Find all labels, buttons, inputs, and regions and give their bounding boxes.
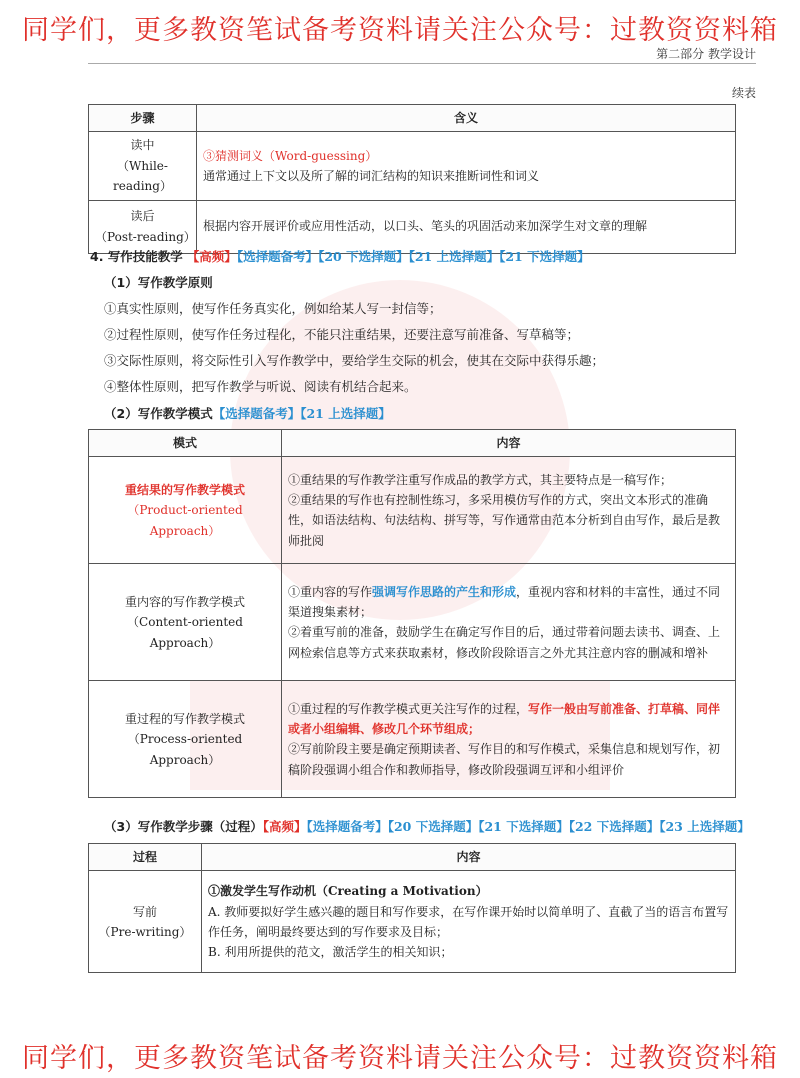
table-header: 步骤 [89,105,197,132]
tag-badge: 【21 下选择题】 [478,819,569,834]
tag-badge: 【20 下选择题】 [318,249,409,264]
promo-banner-top: 同学们，更多教资笔试备考资料请关注公众号：过教资资料箱 [22,15,778,46]
reading-steps-table [88,104,736,254]
table-row [89,132,736,200]
tag-badge: 【21 上选择题】 [300,406,391,421]
table-row [89,871,736,973]
modes-heading: （2）写作教学模式 [104,406,213,421]
tag-badge: 【高频】 [262,819,307,834]
step-name-en: （While-reading） [113,158,172,194]
tag-badge: 【选择题备考】 [212,406,301,421]
item-text: 通常通过上下文以及所了解的词汇结构的知识来推断词性和词义 [203,168,540,183]
mode-point: ②写前阶段主要是确定预期读者、写作目的和写作模式，采集信息和规划写作，初稿阶段强调小组合作和教师指导，修改阶段强调互评和小组评价 [288,742,721,777]
tag-badge: 【23 上选择题】 [659,819,750,834]
mode-point: ①重内容的写作强调写作思路的产生和形成，重视内容和材料的丰富性，通过不同渠道搜集素材； [288,584,721,619]
header-rule [88,63,756,64]
steps-heading: （3）写作教学步骤（过程） [104,819,263,834]
table-header: 内容 [282,430,736,457]
writing-steps-table [88,843,736,973]
table-row [89,457,736,564]
step-name: 写前 [132,904,157,919]
section-header: 第二部分 教学设计 [656,47,756,61]
table-header: 过程 [89,844,202,871]
item-text: 根据内容开展评价或应用性活动，以口头、笔头的巩固活动来加深学生对文章的理解 [197,200,736,253]
item-title: ③猜测词义（Word-guessing） [203,148,378,163]
continued-label: 续表 [731,86,756,100]
tag-badge: 【选择题备考】 [236,249,319,264]
mode-name: 重内容的写作教学模式 [124,594,245,609]
table-header: 内容 [202,844,736,871]
principle-item: ②过程性原则，使写作任务过程化，不能只注重结果，还要注意写前准备、写草稿等； [104,327,580,342]
tag-badge: 【21 下选择题】 [499,249,590,264]
principle-item: ④整体性原则，把写作教学与听说、阅读有机结合起来。 [104,379,417,394]
tag-badge: 【高频】 [186,249,237,264]
table-header: 模式 [89,430,282,457]
mode-point: ①重结果的写作教学注重写作成品的教学方式，其主要特点是一稿写作； [288,472,673,487]
steps-heading-line [104,817,750,835]
mode-point: ②着重写前的准备，鼓励学生在确定写作目的后，通过带着问题去读书、调查、上网检索信息等方式来获取素材，修改阶段除语言之外尤其注意内容的删减和增补 [288,625,721,660]
modes-heading-line [104,404,391,422]
mode-name: 重结果的写作教学模式 [124,482,245,497]
step-name: 读后 [130,209,155,224]
mode-point: ①重过程的写作教学模式更关注写作的过程，写作一般由写前准备、打草稿、同伴或者小组编辑、修改几个环节组成； [288,701,721,736]
highlight-text: 强调写作思路的产生和形成 [372,584,517,599]
item-text: A. 教师要拟好学生感兴趣的题目和写作要求，在写作课开始时以简单明了、直截了当的语言布置写作任务，阐明最终要达到的写作要求及目标； [208,904,729,939]
tag-badge: 【选择题备考】 [306,819,388,834]
highlight-text: 写作一般由写前准备、打草稿、同伴或者小组编辑、修改几个环节组成； [288,701,721,736]
table-row [89,564,736,681]
principle-item: ①真实性原则，使写作任务真实化，例如给某人写一封信等； [104,301,442,316]
writing-heading-line [90,247,590,265]
section-heading: 4. 写作技能教学 [90,249,183,264]
mode-name-en: （Content-oriented Approach） [127,615,243,650]
principle-item: ③交际性原则，将交际性引入写作教学中，要给学生交际的机会，使其在交际中获得乐趣； [104,353,605,368]
promo-banner-bottom: 同学们，更多教资笔试备考资料请关注公众号：过教资资料箱 [22,1043,778,1074]
table-header: 含义 [197,105,736,132]
mode-name-en: （Product-oriented Approach） [127,503,243,538]
item-text: B. 利用所提供的范文，激活学生的相关知识； [208,945,453,960]
principles-heading: （1）写作教学原则 [104,275,213,290]
table-row [89,200,736,253]
mode-point: ②重结果的写作也有控制性练习，多采用模仿写作的方式，突出文本形式的准确性，如语法结构、句法结构、拼写等，写作通常由范本分析到自由写作，最后是教师批阅 [288,493,721,548]
item-title: ①激发学生写作动机（Creating a Motivation） [208,884,488,899]
tag-badge: 【20 下选择题】 [387,819,479,834]
step-name-en: （Post-reading） [95,229,196,244]
tag-badge: 【21 上选择题】 [408,249,500,264]
mode-name: 重过程的写作教学模式（Process-oriented Approach） [89,681,282,798]
tag-badge: 【22 下选择题】 [568,819,660,834]
writing-modes-table [88,429,736,798]
step-name-en: （Pre-writing） [98,924,192,939]
step-name: 读中 [130,138,155,153]
table-row [89,681,736,798]
